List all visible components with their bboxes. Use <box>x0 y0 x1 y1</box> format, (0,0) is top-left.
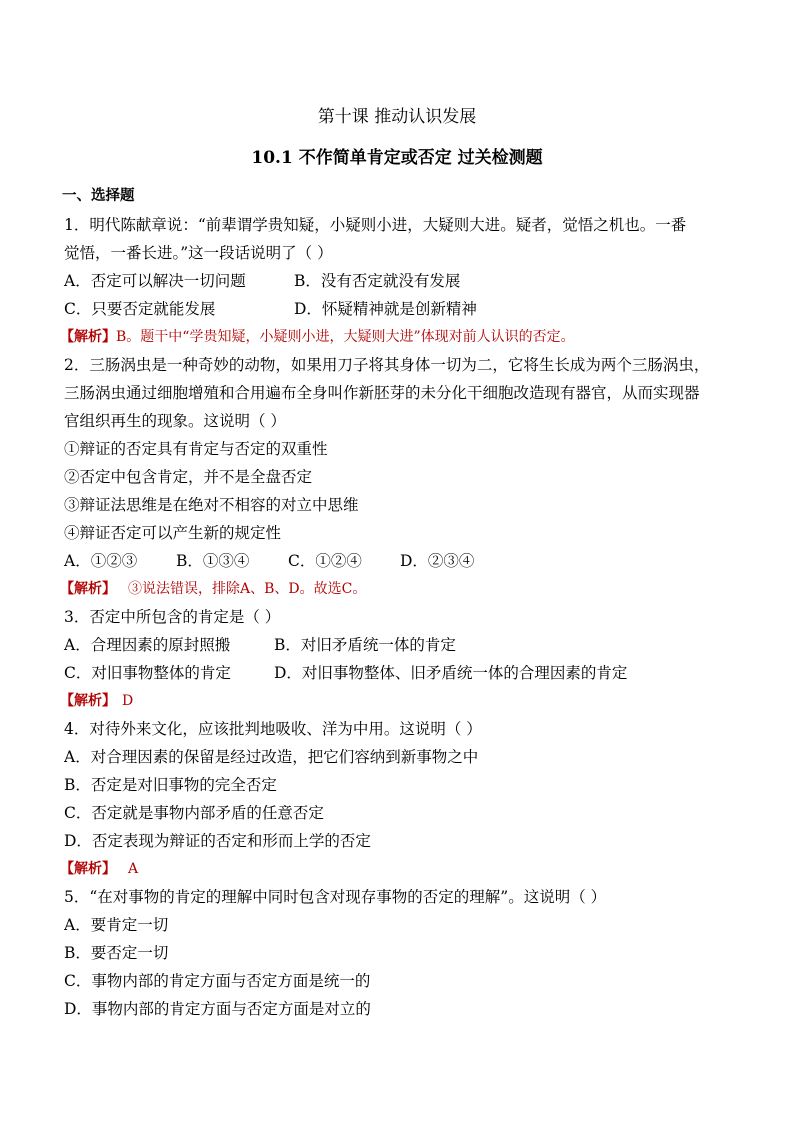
question-4-line-1: 4．对待外来文化，应该批判地吸收、洋为中用。这说明（ ） <box>64 720 482 738</box>
question-2-option-d: D．②③④ <box>400 552 475 570</box>
question-3-option-c: C．对旧事物整体的肯定 <box>64 664 231 682</box>
question-2-option-a: A．①②③ <box>64 552 138 570</box>
answer-tag: 【解析】 <box>60 581 116 597</box>
question-1-option-a: A．否定可以解决一切问题 <box>64 272 246 290</box>
question-4-option-d: D．否定表现为辩证的否定和形而上学的否定 <box>64 832 371 850</box>
question-2-line-1: 2．三肠涡虫是一种奇妙的动物，如果用刀子将其身体一切为二，它将生长成为两个三肠涡虫， <box>64 356 710 374</box>
question-1-options-row-2 <box>64 295 734 323</box>
answer-tag: 【解析】 <box>60 861 116 877</box>
question-3-options-row-1 <box>64 631 734 659</box>
answer-tag: 【解析】 <box>60 329 116 345</box>
question-3-option-d: D．对旧事物整体、旧矛盾统一体的合理因素的肯定 <box>274 664 628 682</box>
answer-tag: 【解析】 <box>60 693 116 709</box>
question-3-option-b: B．对旧矛盾统一体的肯定 <box>274 636 456 654</box>
question-2-options-row <box>64 547 734 575</box>
question-1-option-b: B．没有否定就没有发展 <box>294 272 461 290</box>
question-5-option-c: C．事物内部的肯定方面与否定方面是统一的 <box>64 972 371 990</box>
answer-text: B。题干中“学贵知疑，小疑则小进，大疑则大进”体现对前人认识的否定。 <box>116 329 575 345</box>
question-1-answer <box>60 323 734 351</box>
question-4-answer <box>60 855 734 883</box>
question-3-answer <box>60 687 734 715</box>
question-1-options-row-1 <box>64 267 734 295</box>
question-2-option-b: B．①③④ <box>176 552 250 570</box>
question-3-options-row-2 <box>64 659 734 687</box>
question-1-line-1: 1．明代陈献章说：“前辈谓学贵知疑，小疑则小进，大疑则大进。疑者，觉悟之机也。一番 <box>64 216 687 234</box>
question-5 <box>64 883 734 1023</box>
question-4-option-b: B．否定是对旧事物的完全否定 <box>64 776 277 794</box>
question-5-option-a: A．要肯定一切 <box>64 916 169 934</box>
question-2-statement-4: ④辩证否定可以产生新的规定性 <box>64 524 282 542</box>
question-3-option-a: A．合理因素的原封照搬 <box>64 636 231 654</box>
question-5-option-d: D．事物内部的肯定方面与否定方面是对立的 <box>64 1000 371 1018</box>
section-heading: 一、选择题 <box>62 187 135 204</box>
answer-text: D <box>122 693 134 709</box>
question-2-option-c: C．①②④ <box>288 552 362 570</box>
question-2 <box>60 351 734 603</box>
question-2-statement-2: ②否定中包含肯定，并不是全盘否定 <box>64 468 313 486</box>
answer-text: A <box>128 861 139 877</box>
answer-text: ③说法错误，排除A、B、D。故选C。 <box>128 581 367 597</box>
question-3-line-1: 3．否定中所包含的肯定是（ ） <box>64 608 281 626</box>
question-4-option-c: C．否定就是事物内部矛盾的任意否定 <box>64 804 324 822</box>
question-2-statement-1: ①辩证的否定具有肯定与否定的双重性 <box>64 440 328 458</box>
question-1-line-2: 觉悟，一番长进。”这一段话说明了（ ） <box>64 244 333 262</box>
exercise-title: 10.1 不作简单肯定或否定 过关检测题 <box>251 148 543 168</box>
questions-body <box>60 211 734 1023</box>
question-4-option-a: A．对合理因素的保留是经过改造，把它们容纳到新事物之中 <box>64 748 479 766</box>
question-1-option-d: D．怀疑精神就是创新精神 <box>294 300 477 318</box>
question-3 <box>60 603 734 715</box>
question-2-answer <box>60 575 734 603</box>
question-4 <box>60 715 734 883</box>
question-2-line-3: 官组织再生的现象。这说明（ ） <box>64 412 286 430</box>
question-5-option-b: B．要否定一切 <box>64 944 169 962</box>
question-5-line-1: 5．“在对事物的肯定的理解中同时包含对现存事物的否定的理解”。这说明（ ） <box>64 888 607 906</box>
question-2-line-2: 三肠涡虫通过细胞增殖和合用遍布全身叫作新胚芽的未分化干细胞改造现有器官，从而实现器 <box>64 384 700 402</box>
question-2-statement-3: ③辩证法思维是在绝对不相容的对立中思维 <box>64 496 359 514</box>
question-1 <box>60 211 734 351</box>
lesson-title: 第十课 推动认识发展 <box>317 107 477 127</box>
question-1-option-c: C．只要否定就能发展 <box>64 300 216 318</box>
